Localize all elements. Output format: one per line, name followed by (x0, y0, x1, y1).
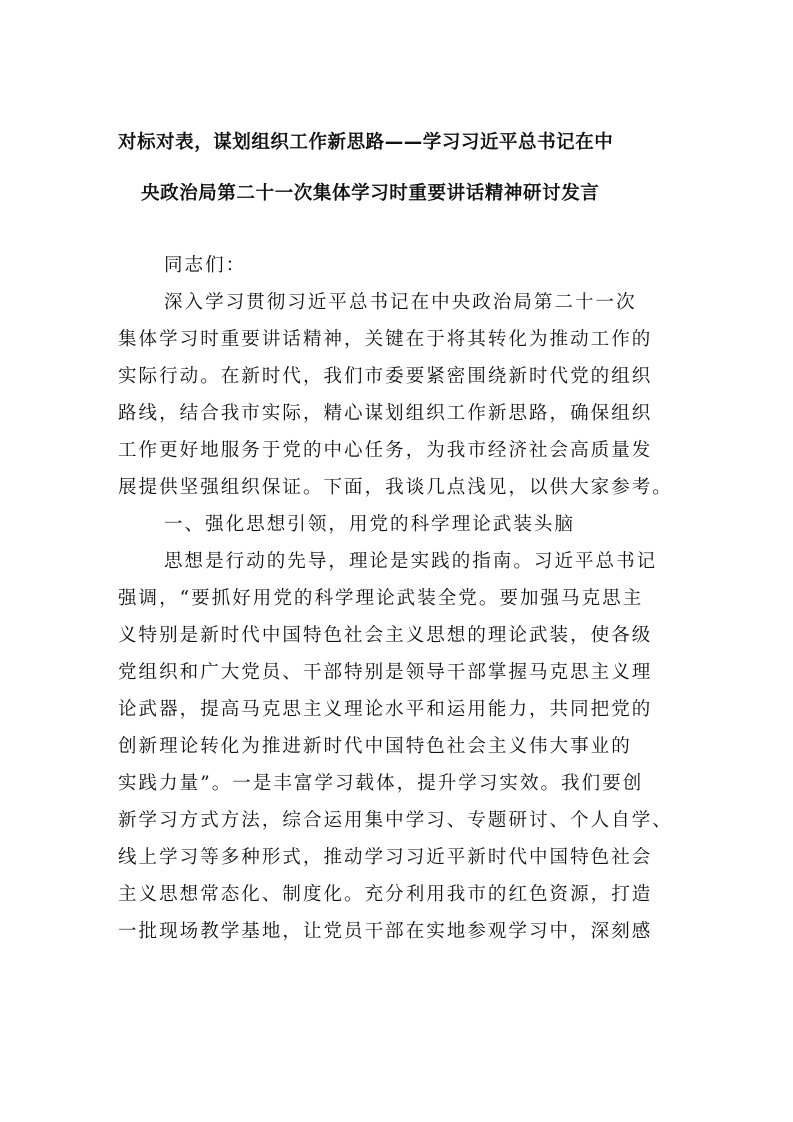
paragraph-line: 党组织和广大党员、干部特别是领导干部掌握马克思主义理 (118, 662, 653, 683)
document-title-line-2: 央政治局第二十一次集体学习时重要讲话精神研讨发言 (141, 183, 600, 204)
paragraph-line: 强调，“要抓好用党的科学理论武装全党。要加强马克思主 (118, 588, 644, 609)
paragraph-line: 主义思想常态化、制度化。充分利用我市的红色资源，打造 (118, 884, 653, 905)
paragraph-line: 工作更好地服务于党的中心任务，为我市经济社会高质量发 (118, 440, 653, 461)
paragraph-line: 义特别是新时代中国特色社会主义思想的理论武装，使各级 (118, 625, 653, 646)
paragraph-line: 论武器，提高马克思主义理论水平和运用能力，共同把党的 (118, 699, 653, 720)
paragraph-line: 一批现场教学基地，让党员干部在实地参观学习中，深刻感 (118, 921, 653, 942)
paragraph-line: 思想是行动的先导，理论是实践的指南。习近平总书记 (164, 551, 658, 572)
paragraph-line: 实际行动。在新时代，我们市委要紧密围绕新时代党的组织 (118, 366, 653, 387)
paragraph-line: 线上学习等多种形式，推动学习习近平新时代中国特色社会 (118, 847, 653, 868)
paragraph-line: 展提供坚强组织保证。下面，我谈几点浅见，以供大家参考。 (118, 477, 673, 498)
paragraph-line: 深入学习贯彻习近平总书记在中央政治局第二十一次 (164, 292, 637, 313)
paragraph-line: 创新理论转化为推进新时代中国特色社会主义伟大事业的 (118, 736, 632, 757)
paragraph-line: 新学习方式方法，综合运用集中学习、专题研讨、个人自学、 (118, 810, 673, 831)
salutation: 同志们： (164, 255, 247, 276)
paragraph-line: 实践力量”。一是丰富学习载体，提升学习实效。我们要创 (118, 773, 644, 794)
document-title-line-1: 对标对表，谋划组织工作新思路——学习习近平总书记在中 (118, 132, 614, 153)
paragraph-line: 集体学习时重要讲话精神，关键在于将其转化为推动工作的 (118, 329, 653, 350)
paragraph-line: 路线，结合我市实际，精心谋划组织工作新思路，确保组织 (118, 403, 653, 424)
section-heading: 一、强化思想引领，用党的科学理论武装头脑 (164, 514, 576, 535)
